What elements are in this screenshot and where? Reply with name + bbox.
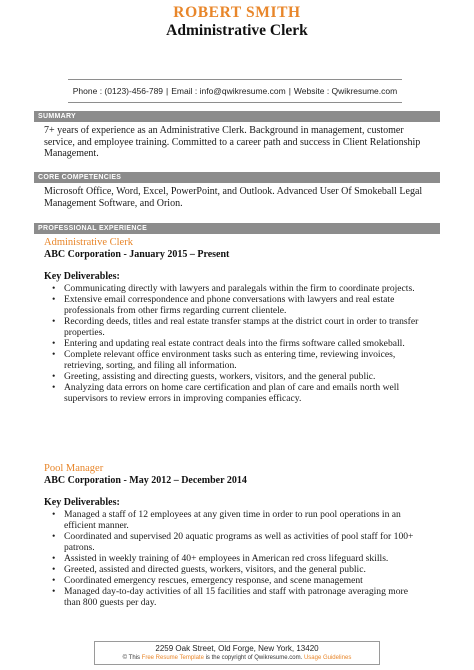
list-item: • Recording deeds, titles and real estate transfer stamps at the district court in order to transfer properties. [48,316,424,338]
credit-prefix: © This [122,655,142,661]
list-item: • Assisted in weekly training of 40+ employees in American red cross lifeguard skills. [48,553,424,564]
list-item: • Communicating directly with lawyers and paralegals within the firm to coordinate projects. [48,283,424,294]
core-competencies-text: Microsoft Office, Word, Excel, PowerPoint, and Outlook. Advanced User Of Smokeball Legal Management Software, and Orion. [44,186,423,209]
contact-bar [68,79,402,103]
list-item: • Extensive email correspondence and phone conversations with lawyers and real estate professionals from other firms regarding current clientele. [48,294,424,316]
list-item: • Analyzing data errors on home care certification and plan of care and emails north well supervisors to review errors in improving companies efficacy. [48,382,424,404]
summary-text: 7+ years of experience as an Administrative Clerk. Background in management, customer service, and employee training. Committed to a career path and success in Client Relationship Management. [44,125,421,159]
free-resume-template-link[interactable]: Free Resume Template [141,655,204,661]
job-company: ABC Corporation - May 2012 – December 2014 [44,475,247,486]
phone: Phone : (0123)-456-789 [72,86,164,96]
list-item: • Managed day-to-day activities of all 15 facilities and staff with patronage averaging more than 800 guests per day. [48,586,424,608]
list-item: • Coordinated emergency rescues, emergency response, and scene management [48,575,424,586]
candidate-name: ROBERT SMITH [173,4,301,21]
credit-middle: is the copyright of Qwikresume.com. [203,655,304,661]
deliverables-list [48,509,424,608]
section-header-core-competencies: CORE COMPETENCIES [34,172,440,183]
candidate-title: Administrative Clerk [166,22,308,39]
email[interactable]: Email : info@qwikresume.com [171,86,286,96]
deliverables-list [48,283,424,404]
footer-credit [95,654,379,663]
list-item: • Greeting, assisting and directing guests, workers, visitors, and the general public. [48,371,424,382]
job-role: Pool Manager [44,463,104,474]
footer-address: 2259 Oak Street, Old Forge, New York, 13420 [155,644,319,653]
list-item: • Coordinated and supervised 20 aquatic programs as well as activities of pool staff for 100+ patrons. [48,531,424,553]
key-deliverables-label: Key Deliverables: [44,497,120,508]
list-item: • Complete relevant office environment tasks such as entering time, reviewing invoices, retrieving, sorting, and filing all information. [48,349,424,371]
key-deliverables-label: Key Deliverables: [44,271,120,282]
section-header-summary: SUMMARY [34,111,440,122]
section-header-professional-experience: PROFESSIONAL EXPERIENCE [34,223,440,234]
footer [94,641,380,665]
contact-separator: | [288,86,291,96]
website[interactable]: Website : Qwikresume.com [293,86,398,96]
job-company: ABC Corporation - January 2015 – Present [44,249,230,260]
list-item: • Managed a staff of 12 employees at any given time in order to run pool operations in an efficient manner. [48,509,424,531]
contact-separator: | [166,86,169,96]
usage-guidelines-link[interactable]: Usage Guidelines [303,655,352,661]
list-item: • Greeted, assisted and directed guests, workers, visitors, and the general public. [48,564,424,575]
list-item: • Entering and updating real estate contract deals into the firms software called smokeball. [48,338,424,349]
job-role: Administrative Clerk [44,237,133,248]
